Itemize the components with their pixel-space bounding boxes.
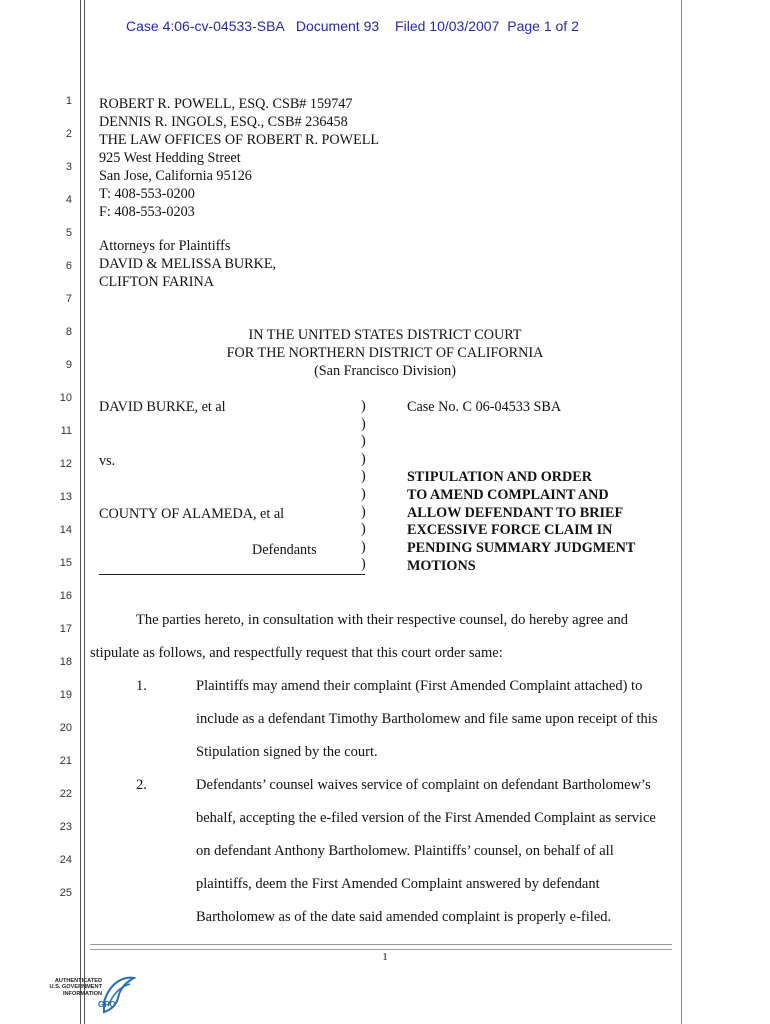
line-number: 6 (65, 260, 72, 272)
paren: ) (361, 521, 366, 538)
gpo-authenticated-seal (40, 972, 135, 1020)
defendants-label: Defendants (252, 542, 317, 558)
line-number: 12 (59, 458, 72, 470)
line-number: 7 (65, 293, 72, 305)
footer-page-number: 1 (382, 951, 388, 963)
line-number: 21 (59, 755, 72, 767)
paren: ) (361, 503, 366, 520)
item-2-line: Bartholomew as of the date said amended complaint is properly e-filed. (196, 909, 612, 925)
line-number: 3 (65, 161, 72, 173)
attorney-line: THE LAW OFFICES OF ROBERT R. POWELL (99, 132, 380, 148)
item-1-line: Plaintiffs may amend their complaint (First Amended Complaint attached) to (196, 678, 643, 694)
gpo-text-line: INFORMATION (62, 990, 102, 997)
paren: ) (361, 450, 366, 467)
line-number: 22 (59, 788, 72, 800)
caption-underline (99, 574, 365, 575)
line-number: 5 (65, 227, 72, 239)
line-number: 2 (65, 128, 72, 140)
court-heading (90, 326, 680, 380)
line-number: 14 (59, 524, 72, 536)
attorney-line: F: 408-553-0203 (99, 204, 195, 220)
case-number-header: Case 4:06-cv-04533-SBA (126, 18, 284, 34)
versus-label: vs. (99, 453, 116, 469)
margin-rule-outer (80, 0, 81, 1024)
item-1-line: include as a defendant Timothy Bartholomew and file same upon receipt of this (196, 711, 658, 727)
paren: ) (361, 538, 366, 555)
document-header (126, 18, 579, 34)
attorney-line: ROBERT R. POWELL, ESQ. CSB# 159747 (99, 96, 353, 112)
line-number: 20 (59, 722, 72, 734)
attorney-line: T: 408-553-0200 (99, 186, 195, 202)
document-number-header: Document 93 (295, 18, 380, 34)
item-2-number: 2. (136, 777, 147, 793)
line-number: 4 (65, 194, 72, 206)
attorney-line: DENNIS R. INGOLS, ESQ., CSB# 236458 (99, 114, 348, 130)
paren: ) (361, 468, 366, 485)
gpo-text-line: AUTHENTICATED (54, 978, 102, 984)
title-line: ALLOW DEFENDANT TO BRIEF (407, 504, 624, 521)
footer-rule (90, 944, 672, 950)
line-number: 19 (59, 689, 72, 701)
title-line: TO AMEND COMPLAINT AND (407, 486, 609, 503)
item-2-line: Defendants’ counsel waives service of complaint on defendant Bartholomew’s (196, 777, 651, 793)
item-1-number: 1. (136, 678, 147, 694)
line-number: 17 (59, 623, 72, 635)
filed-date-header: Filed 10/03/2007 (395, 18, 500, 34)
line-number: 13 (59, 491, 72, 503)
margin-rule-inner (84, 0, 85, 1024)
paren: ) (361, 433, 366, 450)
attorneys-for-line: DAVID & MELISSA BURKE, (99, 256, 277, 272)
paren: ) (361, 556, 366, 573)
line-number: 8 (65, 326, 72, 338)
gpo-mark: GPO (98, 1000, 116, 1009)
gpo-text-line: U.S. GOVERNMENT (49, 984, 102, 991)
title-line: PENDING SUMMARY JUDGMENT (407, 540, 636, 557)
case-number: Case No. C 06-04533 SBA (407, 399, 562, 415)
line-number: 15 (59, 557, 72, 569)
title-line: EXCESSIVE FORCE CLAIM IN (407, 522, 613, 539)
document-title (407, 469, 635, 576)
paren: ) (361, 485, 366, 502)
attorneys-for-line: Attorneys for Plaintiffs (99, 238, 231, 254)
attorney-block (99, 95, 379, 221)
court-line: FOR THE NORTHERN DISTRICT OF CALIFORNIA (226, 345, 544, 361)
line-number: 25 (59, 887, 72, 899)
paren: ) (361, 398, 366, 414)
attorney-line: San Jose, California 95126 (99, 168, 252, 184)
line-number: 10 (59, 392, 72, 404)
paren: ) (361, 415, 366, 432)
line-number: 24 (59, 854, 72, 866)
line-number: 23 (59, 821, 72, 833)
intro-line-1: The parties hereto, in consultation with their respective counsel, do hereby agree and (136, 612, 629, 628)
item-1-line: Stipulation signed by the court. (196, 744, 378, 760)
attorneys-for-line: CLIFTON FARINA (99, 274, 214, 290)
line-number: 18 (59, 656, 72, 668)
page-count-header: Page 1 of 2 (507, 18, 579, 34)
line-number: 1 (65, 95, 72, 107)
title-line: STIPULATION AND ORDER (407, 469, 592, 485)
defendant-name: COUNTY OF ALAMEDA, et al (99, 506, 285, 522)
caption-parens (361, 398, 366, 574)
item-2-line: behalf, accepting the e-filed version of the First Amended Complaint as service (196, 810, 656, 826)
attorneys-for-block (99, 237, 276, 291)
intro-line-2: stipulate as follows, and respectfully request that this court order same: (90, 645, 503, 661)
court-line: (San Francisco Division) (314, 363, 456, 379)
plaintiff-name: DAVID BURKE, et al (99, 399, 226, 415)
line-number: 11 (60, 425, 72, 437)
title-line: MOTIONS (407, 557, 476, 574)
eagle-icon (96, 972, 136, 1016)
attorney-line: 925 West Hedding Street (99, 150, 241, 166)
line-number: 16 (59, 590, 72, 602)
margin-rule-right (681, 0, 682, 1024)
court-line: IN THE UNITED STATES DISTRICT COURT (248, 327, 522, 343)
item-2-line: on defendant Anthony Bartholomew. Plaintiffs’ counsel, on behalf of all (196, 843, 614, 859)
item-2-line: plaintiffs, deem the First Amended Complaint answered by defendant (196, 876, 600, 892)
line-number: 9 (65, 359, 72, 371)
